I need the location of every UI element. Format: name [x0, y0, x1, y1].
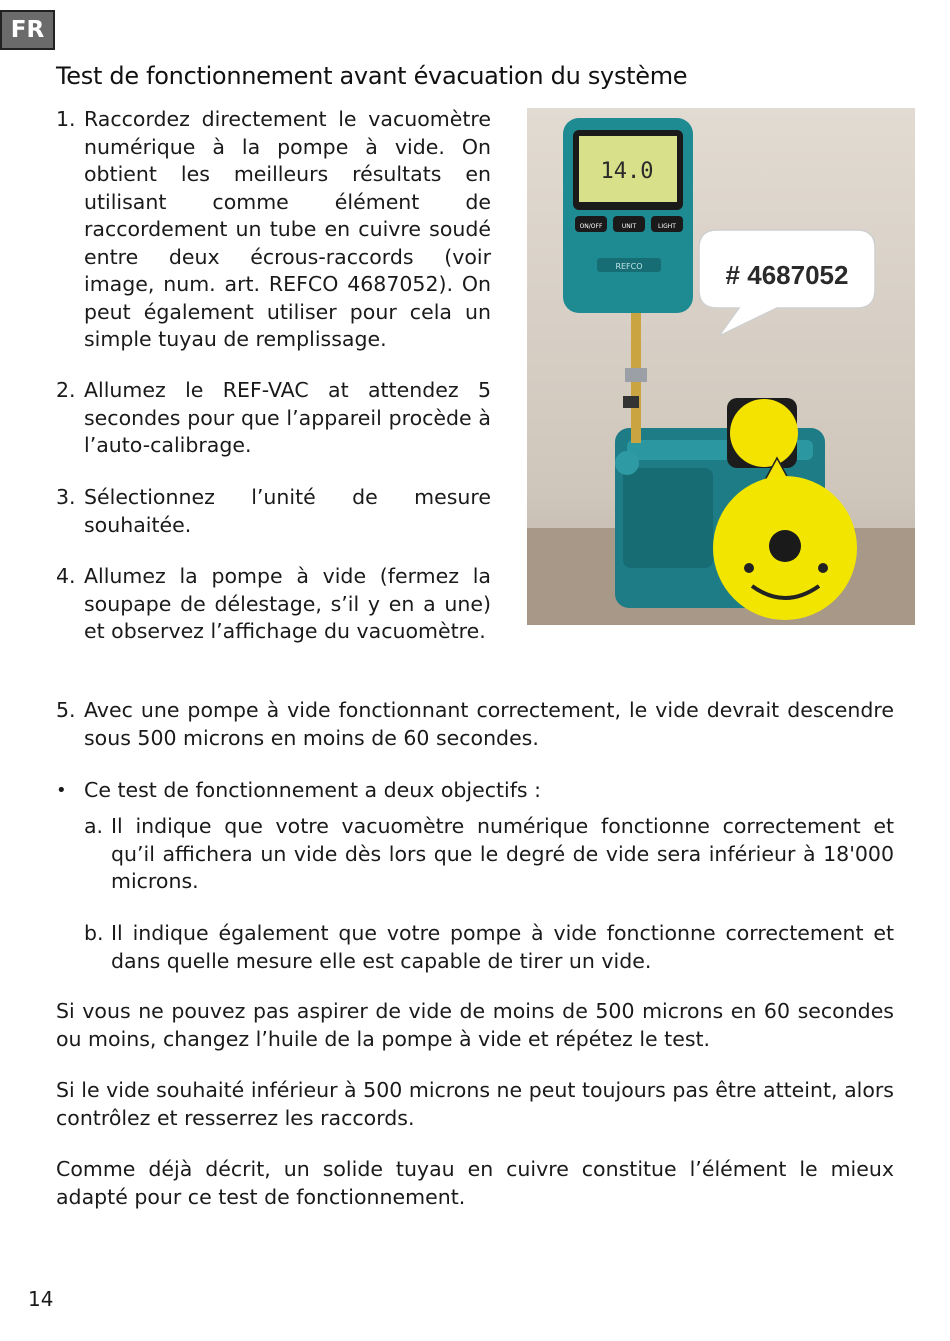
pump-cap	[730, 399, 798, 467]
gauge-button-label: ON/OFF	[579, 223, 603, 230]
step-number: 2.	[56, 378, 76, 402]
step-text: Avec une pompe à vide fonctionnant correctement, le vide devrait descendre sous 500 microns en moins de 60 secondes.	[84, 698, 894, 750]
subitem-b	[84, 920, 894, 975]
page-title: Test de fonctionnement avant évacuation du système	[56, 62, 688, 90]
step-text: Allumez le REF-VAC at attendez 5 secondes pour que l’appareil procède à l’auto-calibrage.	[84, 378, 491, 457]
paragraph-copper-tube: Comme déjà décrit, un solide tuyau en cuivre constitue l’élément le mieux adapté pour ce test de fonctionnement.	[56, 1157, 894, 1209]
step-number: 1.	[56, 107, 76, 131]
paragraph-oil-change: Si vous ne pouvez pas aspirer de vide de moins de 500 microns en 60 secondes ou moins, changez l’huile de la pompe à vide et répétez le test.	[56, 999, 894, 1051]
step-number: 5.	[56, 698, 76, 722]
step-4	[56, 563, 491, 646]
callout-text: # 4687052	[725, 260, 849, 290]
subitem-a	[84, 813, 894, 896]
step-3	[56, 484, 491, 539]
subitem-text: Il indique également que votre pompe à vide fonctionne correctement et dans quelle mesure elle est capable de tirer un vide.	[111, 921, 894, 973]
product-photo	[527, 108, 915, 625]
language-badge: FR	[0, 10, 55, 50]
bullet-text: Ce test de fonctionnement a deux objectifs :	[84, 778, 542, 802]
bullet-dot: •	[56, 780, 67, 801]
subitem-text: Il indique que votre vacuomètre numérique fonctionne correctement et qu’il affichera un vide dès lors que le degré de vide sera inférieur à 18'000 microns.	[111, 814, 894, 893]
page-number: 14	[28, 1287, 54, 1311]
gauge-brand: REFCO	[615, 262, 643, 271]
step-5	[56, 697, 894, 752]
step-text: Raccordez directement le vacuomètre numérique à la pompe à vide. On obtient les meilleurs résultats en utilisant comme élément de raccordement un tube en cuivre soudé entre deux écrous-raccords (voir image, num. art. REFCO 4687052). On peut également utiliser pour cela un simple tuyau de remplissage.	[84, 107, 491, 351]
gauge-reading: 14.0	[600, 159, 654, 184]
subitem-label: b.	[84, 921, 104, 945]
step-text: Allumez la pompe à vide (fermez la soupape de délestage, s’il y en a une) et observez l’affichage du vacuomètre.	[84, 564, 491, 643]
bullet-item	[56, 777, 894, 805]
step-2	[56, 377, 491, 460]
subitem-label: a.	[84, 814, 104, 838]
paragraph-check-fittings: Si le vide souhaité inférieur à 500 microns ne peut toujours pas être atteint, alors contrôlez et resserrez les raccords.	[56, 1078, 894, 1130]
digital-gauge	[563, 118, 693, 313]
step-number: 3.	[56, 485, 76, 509]
gauge-button-label: UNIT	[621, 223, 637, 230]
gauge-button-label: LIGHT	[658, 223, 676, 230]
step-text: Sélectionnez l’unité de mesure souhaitée.	[84, 485, 491, 537]
step-number: 4.	[56, 564, 76, 588]
step-1	[56, 106, 491, 354]
